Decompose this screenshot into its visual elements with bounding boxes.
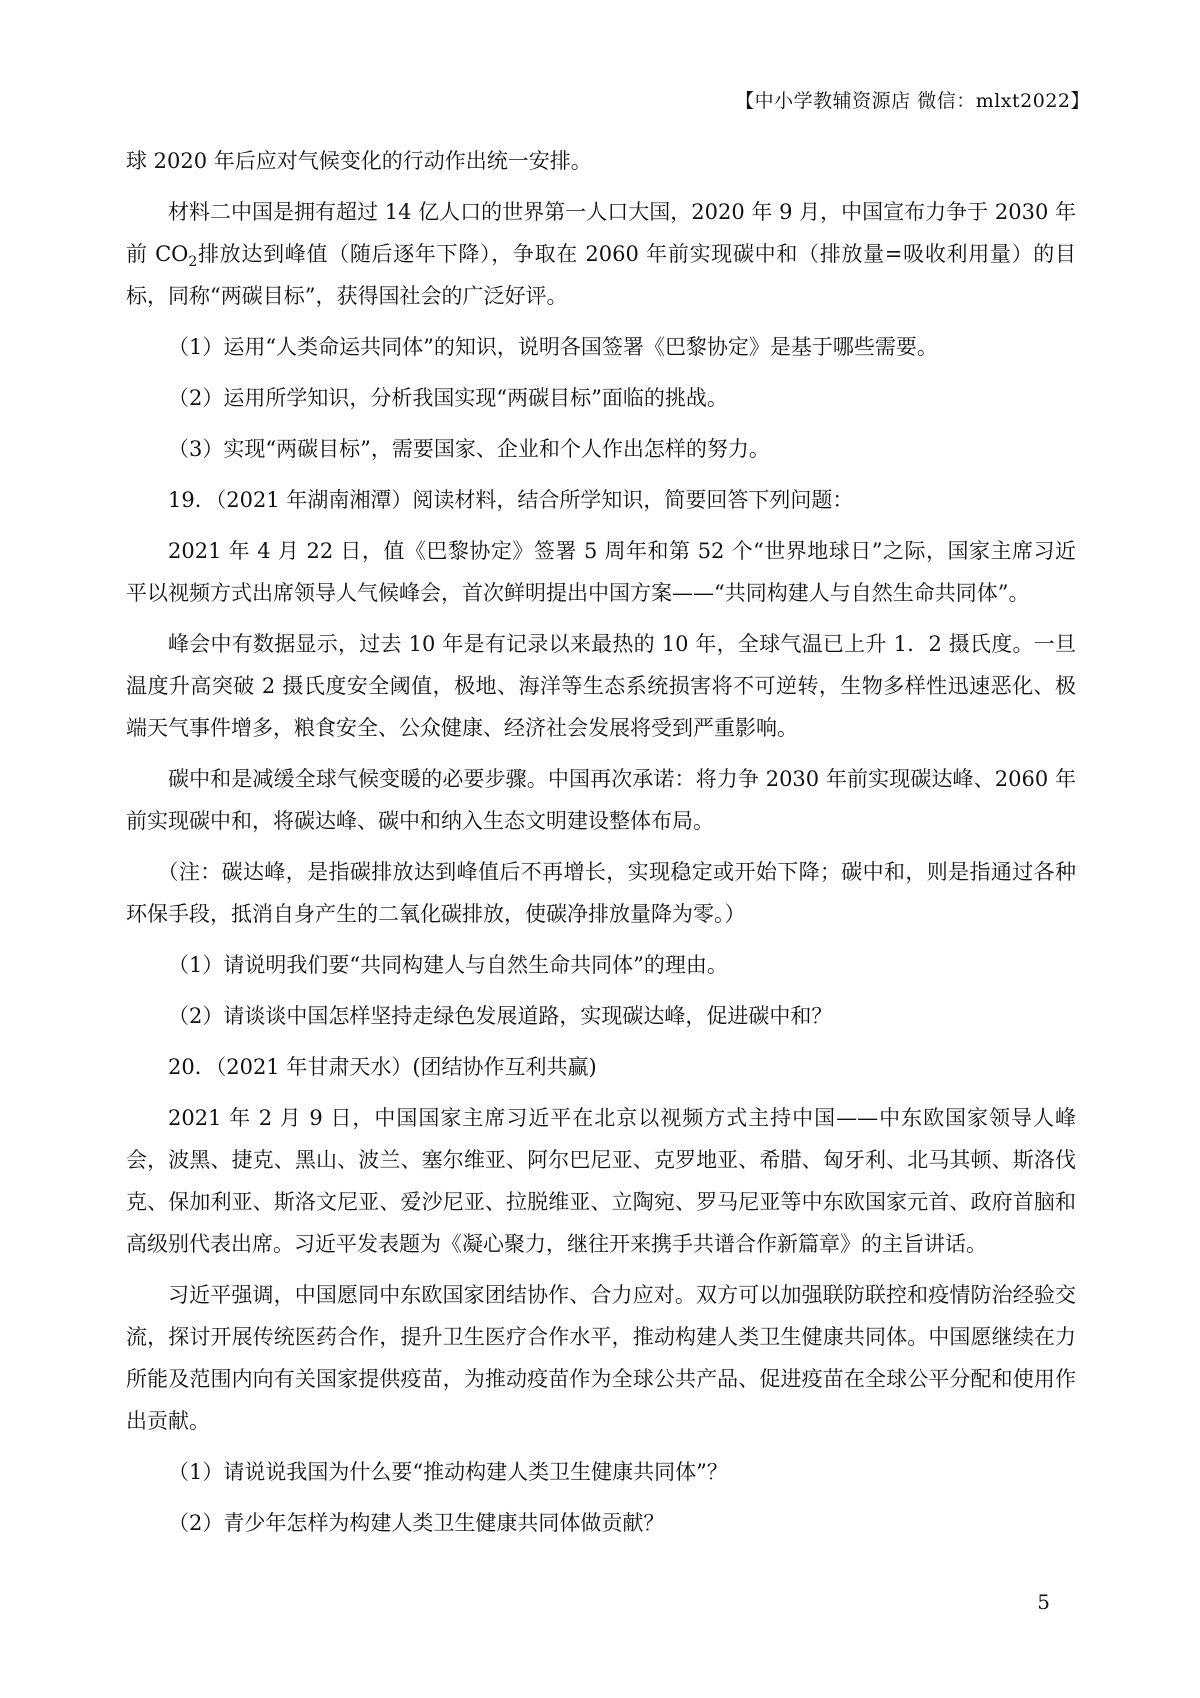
question-19-note: （注：碳达峰，是指碳排放达到峰值后不再增长，实现稳定或开始下降；碳中和，则是指通过各种环保手段，抵消自身产生的二氧化碳排放，使碳净排放量降为零。） <box>126 860 1076 926</box>
question-19-material-2: 峰会中有数据显示，过去 10 年是有记录以来最热的 10 年，全球气温已上升 1．2 摄氏度。一旦温度升高突破 2 摄氏度安全阈值，极地、海洋等生态系统损害将不可逆转，生物多样性迅速恶化、极端天气事件增多，粮食安全、公众健康、经济社会发展将受到严重影响。 <box>126 632 1076 740</box>
question-18-part-1: （1）运用“人类命运共同体”的知识，说明各国签署《巴黎协定》是基于哪些需要。 <box>168 335 938 359</box>
question-18-part-2: （2）运用所学知识，分析我国实现“两碳目标”面临的挑战。 <box>168 386 728 410</box>
question-20-title: 20．（2021 年甘肃天水）(团结协作互利共赢) <box>168 1055 597 1079</box>
page-number: 5 <box>1037 1590 1050 1614</box>
question-19-material-3: 碳中和是减缓全球气候变暖的必要步骤。中国再次承诺：将力争 2030 年前实现碳达峰、2060 年前实现碳中和，将碳达峰、碳中和纳入生态文明建设整体布局。 <box>126 767 1076 833</box>
question-18-part-3: （3）实现“两碳目标”，需要国家、企业和个人作出怎样的努力。 <box>168 437 770 461</box>
material-two-rest-text: 排放达到峰值（随后逐年下降），争取在 2060 年前实现碳中和（排放量=吸收利用量）的目标，同称“两碳目标”，获得国社会的广泛好评。 <box>126 242 1076 308</box>
question-20-part-2: （2）青少年怎样为构建人类卫生健康共同体做贡献？ <box>168 1511 665 1535</box>
material-two-paragraph <box>126 191 1076 317</box>
document-body <box>126 140 1076 1553</box>
question-19-part-2: （2）请谈谈中国怎样坚持走绿色发展道路，实现碳达峰，促进碳中和？ <box>168 1004 833 1028</box>
material-two-main-text: 材料二中国是拥有超过 14 亿人口的世界第一人口大国，2020 年 9 月，中国宣布力争于 2030 年前 CO <box>126 200 1076 266</box>
question-20-part-1: （1）请说说我国为什么要“推动构建人类卫生健康共同体”？ <box>168 1460 728 1484</box>
question-19-title: 19．（2021 年湖南湘潭）阅读材料，结合所学知识，简要回答下列问题： <box>168 488 854 512</box>
paragraph-continuation: 球 2020 年后应对气候变化的行动作出统一安排。 <box>126 149 592 173</box>
question-20-material-2: 习近平强调，中国愿同中东欧国家团结协作、合力应对。双方可以加强联防联控和疫情防治经验交流，探讨开展传统医药合作，提升卫生医疗合作水平，推动构建人类卫生健康共同体。中国愿继续在力所能及范围内向有关国家提供疫苗，为推动疫苗作为全球公共产品、促进疫苗在全球公平分配和使用作出贡献。 <box>126 1283 1076 1433</box>
co2-subscript: 2 <box>188 254 198 271</box>
question-19-material-1: 2021 年 4 月 22 日，值《巴黎协定》签署 5 周年和第 52 个“世界地球日”之际，国家主席习近平以视频方式出席领导人气候峰会，首次鲜明提出中国方案——“共同构建人与自然生命共同体”。 <box>126 539 1076 605</box>
question-20-material-1: 2021 年 2 月 9 日，中国国家主席习近平在北京以视频方式主持中国——中东欧国家领导人峰会，波黑、捷克、黑山、波兰、塞尔维亚、阿尔巴尼亚、克罗地亚、希腊、匈牙利、北马其顿、斯洛伐克、保加利亚、斯洛文尼亚、爱沙尼亚、拉脱维亚、立陶宛、罗马尼亚等中东欧国家元首、政府首脑和高级别代表出席。习近平发表题为《凝心聚力，继往开来携手共谱合作新篇章》的主旨讲话。 <box>126 1106 1076 1256</box>
question-19-part-1: （1）请说明我们要“共同构建人与自然生命共同体”的理由。 <box>168 953 728 977</box>
header-tag: 【中小学教辅资源店 微信：mlxt2022】 <box>735 90 1090 112</box>
